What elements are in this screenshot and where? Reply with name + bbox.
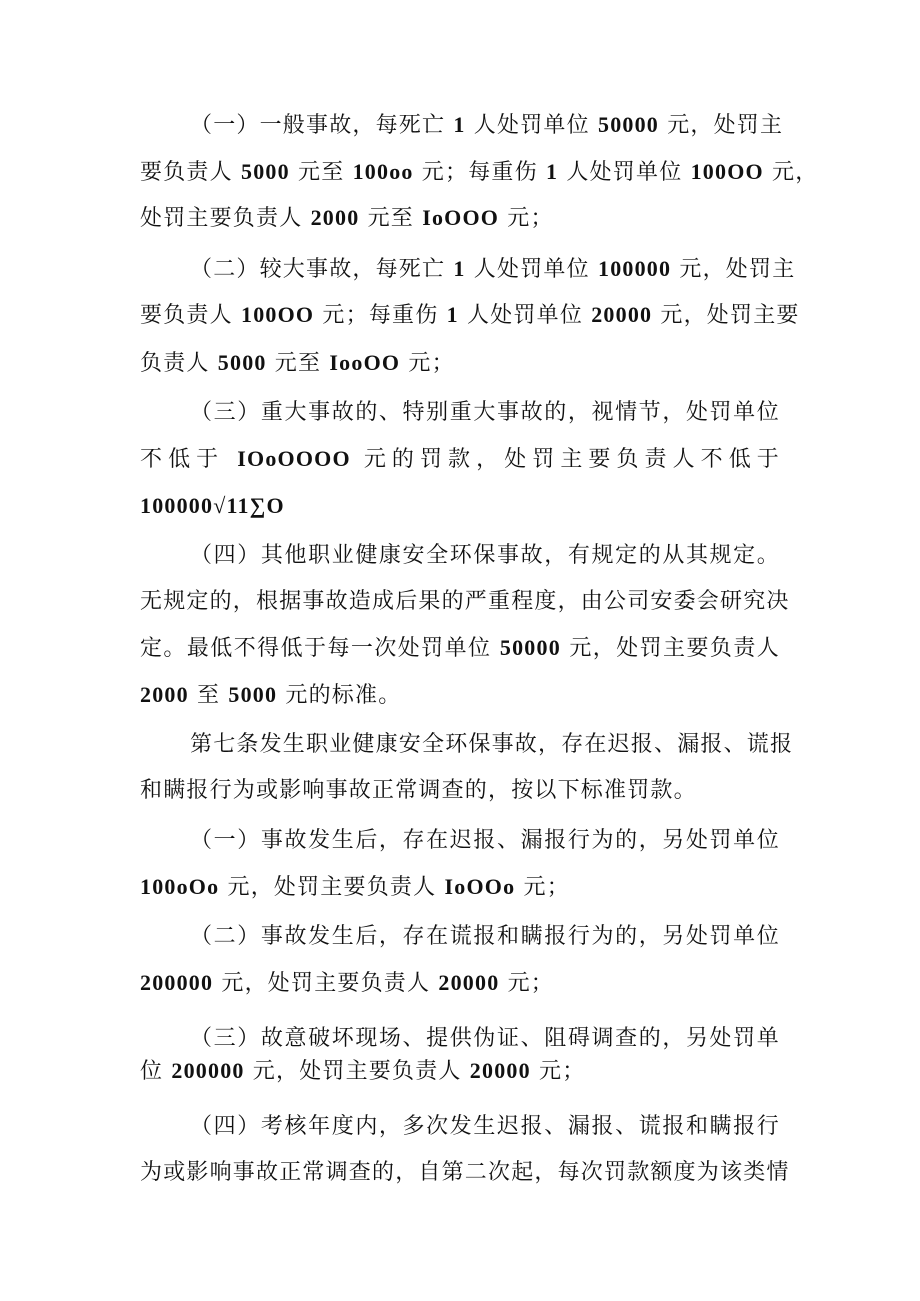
paragraph-line: （四）其他职业健康安全环保事故，有规定的从其规定。 [190, 543, 780, 568]
paragraph-line: 100oOo 元，处罚主要负责人 IoOOo 元； [140, 874, 570, 900]
paragraph-line: 无规定的，根据事故造成后果的严重程度，由公司安委会研究决 [140, 589, 790, 614]
paragraph-line: （一）一般事故，每死亡 1 人处罚单位 50000 元，处罚主 [190, 112, 784, 138]
paragraph-line: （一）事故发生后，存在迟报、漏报行为的，另处罚单位 [190, 828, 780, 853]
paragraph-line: 和瞒报行为或影响事故正常调查的，按以下标准罚款。 [140, 778, 697, 803]
paragraph-line: 负责人 5000 元至 IooOO 元； [140, 350, 455, 376]
paragraph-line: 位 200000 元，处罚主要负责人 20000 元； [140, 1058, 586, 1084]
paragraph-line: 要负责人 5000 元至 100oo 元；每重伤 1 人处罚单位 100OO 元， [140, 159, 819, 185]
paragraph-line: 为或影响事故正常调查的，自第二次起，每次罚款额度为该类情 [140, 1160, 790, 1185]
paragraph-line: （三）故意破坏现场、提供伪证、阻碍调查的，另处罚单 [190, 1026, 780, 1051]
paragraph-line: （四）考核年度内，多次发生迟报、漏报、谎报和瞒报行 [190, 1114, 780, 1139]
paragraph-line: 不低于 IOoOOOO 元的罚款，处罚主要负责人不低于 [140, 446, 780, 472]
paragraph-line: 要负责人 100OO 元；每重伤 1 人处罚单位 20000 元，处罚主要 [140, 302, 800, 328]
paragraph-line: 200000 元，处罚主要负责人 20000 元； [140, 970, 554, 996]
paragraph-line: 2000 至 5000 元的标准。 [140, 682, 402, 708]
paragraph-line: （三）重大事故的、特别重大事故的，视情节，处罚单位 [190, 400, 780, 425]
paragraph-line: （二）事故发生后，存在谎报和瞒报行为的，另处罚单位 [190, 924, 780, 949]
paragraph-line: 第七条发生职业健康安全环保事故，存在迟报、漏报、谎报 [190, 732, 794, 757]
paragraph-line: （二）较大事故，每死亡 1 人处罚单位 100000 元，处罚主 [190, 256, 796, 282]
paragraph-line: 100000√11∑O [140, 493, 285, 518]
paragraph-line: 处罚主要负责人 2000 元至 IoOOO 元； [140, 205, 554, 231]
paragraph-line: 定。最低不得低于每一次处罚单位 50000 元，处罚主要负责人 [140, 635, 780, 661]
